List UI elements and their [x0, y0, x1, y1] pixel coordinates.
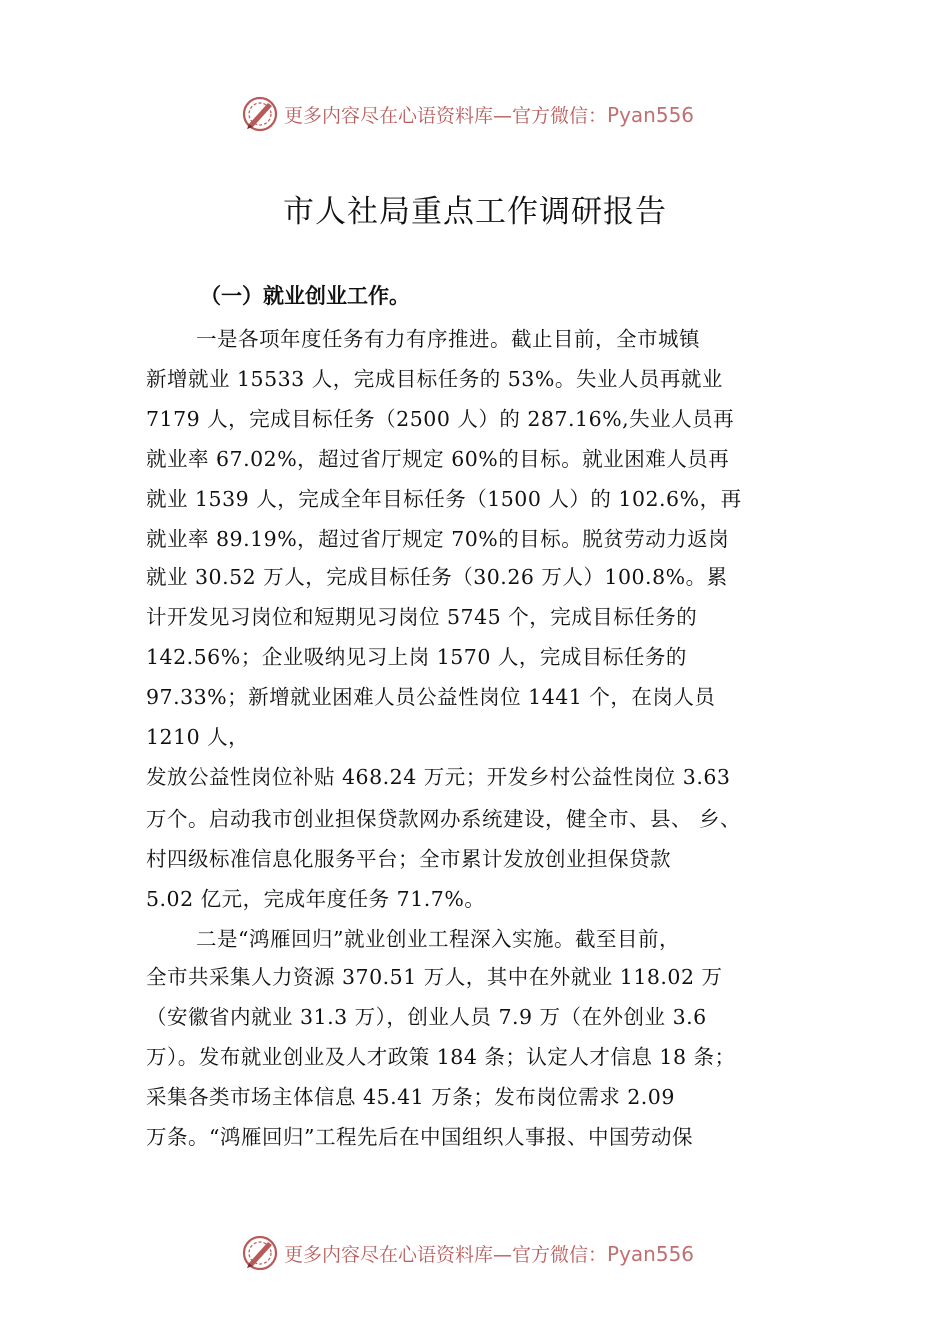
- body-line: 采集各类市场主体信息 45.41 万条；发布岗位需求 2.09: [146, 1085, 675, 1109]
- body-line: 计开发见习岗位和短期见习岗位 5745 个，完成目标任务的: [146, 605, 698, 629]
- body-line: 142.56%；企业吸纳见习上岗 1570 人，完成目标任务的: [146, 645, 687, 669]
- body-line: 发放公益性岗位补贴 468.24 万元；开发乡村公益性岗位 3.63: [146, 765, 731, 789]
- section-heading: （一）就业创业工作。: [200, 284, 410, 308]
- body-line: 二是“鸿雁回归”就业创业工程深入实施。截至目前，: [196, 927, 680, 951]
- body-line: 就业 30.52 万人，完成目标任务（30.26 万人）100.8%。累: [146, 565, 728, 589]
- page-title: 市人社局重点工作调研报告: [283, 194, 667, 230]
- body-line: （安徽省内就业 31.3 万），创业人员 7.9 万（在外创业 3.6: [146, 1005, 707, 1029]
- body-line: 5.02 亿元，完成年度任务 71.7%。: [146, 887, 486, 911]
- body-line: 万）。发布就业创业及人才政策 184 条；认定人才信息 18 条；: [146, 1045, 736, 1069]
- watermark-text: 更多内容尽在心语资料库—官方微信：Pyan556: [284, 102, 695, 127]
- body-line: 村四级标准信息化服务平台；全市累计发放创业担保贷款: [146, 847, 671, 871]
- body-line: 新增就业 15533 人，完成目标任务的 53%。失业人员再就业: [146, 367, 723, 391]
- body-line: 就业率 89.19%，超过省厅规定 70%的目标。脱贫劳动力返岗: [146, 527, 730, 551]
- body-line: 1210 人，: [146, 725, 250, 749]
- watermark-header: [240, 94, 760, 134]
- body-line: 就业率 67.02%，超过省厅规定 60%的目标。就业困难人员再: [146, 447, 730, 471]
- body-line: 7179 人，完成目标任务（2500 人）的 287.16%,失业人员再: [146, 407, 735, 431]
- watermark-footer: [240, 1233, 760, 1273]
- pen-logo-icon: [240, 1233, 280, 1273]
- body-line: 一是各项年度任务有力有序推进。截止目前，全市城镇: [196, 327, 700, 351]
- body-line: 97.33%；新增就业困难人员公益性岗位 1441 个，在岗人员: [146, 685, 716, 709]
- body-line: 万个。启动我市创业担保贷款网办系统建设，健全市、县、 乡、: [146, 807, 742, 831]
- body-line: 就业 1539 人，完成全年目标任务（1500 人）的 102.6%，再: [146, 487, 742, 511]
- body-line: 万条。“鸿雁回归”工程先后在中国组织人事报、中国劳动保: [146, 1125, 693, 1149]
- body-line: 全市共采集人力资源 370.51 万人，其中在外就业 118.02 万: [146, 965, 723, 989]
- watermark-text: 更多内容尽在心语资料库—官方微信：Pyan556: [284, 1241, 695, 1266]
- pen-logo-icon: [240, 94, 280, 134]
